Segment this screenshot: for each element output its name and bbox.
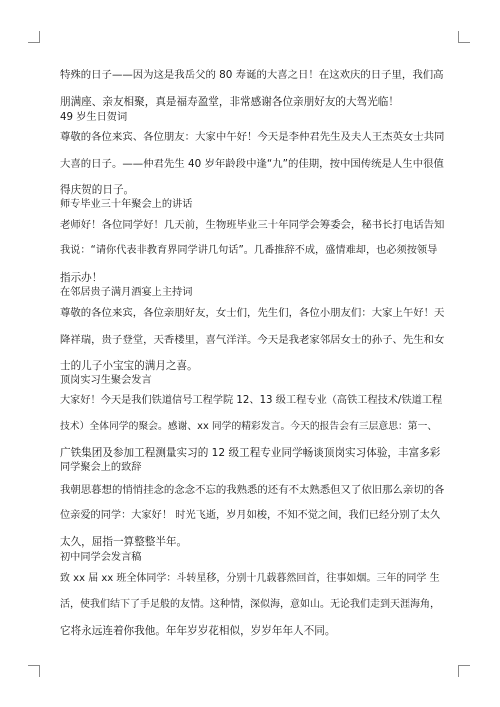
section-heading: 在邻居贵子满月酒宴上主持词 xyxy=(60,287,193,298)
paragraph-line: 指示办！ xyxy=(60,272,103,284)
section-heading: 师专毕业三十年聚会上的讲话 xyxy=(60,199,193,210)
section-heading: 初中同学会发言稿 xyxy=(60,552,142,563)
paragraph-line: 它将永远连着你我他。年年岁岁花相似，岁岁年年人不同。 xyxy=(60,625,336,637)
paragraph-line: 大喜的日子。——仲君先生 40 岁年龄段中逢“九”的佳期，按中国传统是人生中很值 xyxy=(60,158,444,170)
crop-mark-bottom-left xyxy=(28,665,40,677)
paragraph-line: 太久，屈指一算整整半年。 xyxy=(60,536,188,548)
section-heading: 49 岁生日贺词 xyxy=(60,112,128,123)
paragraph-line: 特殊的日子——因为这是我岳父的 80 寿诞的大喜之日！在这欢庆的日子里，我们高 xyxy=(60,69,444,81)
paragraph-line: 尊敬的各位来宾、各位朋友：大家中午好！今天是李仲君先生及夫人王杰英女士共同 xyxy=(60,131,444,143)
paragraph-line: 广铁集团及参加工程测量实习的 12 级工程专业同学畅谈顶岗实习体验，丰富多彩 xyxy=(60,447,441,459)
crop-mark-bottom-right xyxy=(458,665,470,677)
crop-mark-top-right xyxy=(458,31,470,43)
paragraph-line: 朋满座、亲友相聚，真是福寿盈堂，非常感谢各位亲朋好友的大驾光临！ xyxy=(60,96,399,108)
paragraph-line: 位亲爱的同学：大家好！ 时光飞逝，岁月如梭，不知不觉之间，我们已经分别了太久 xyxy=(60,510,441,521)
paragraph-line: 致 xx 届 xx 班全体同学：斗转星移，分别十几载暮然回首，往事如烟。三年的同学 生 xyxy=(60,573,440,584)
section-heading: 顶岗实习生聚会发言 xyxy=(60,375,152,386)
paragraph-line: 大家好！今天是我们铁道信号工程学院 12、13 级工程专业（高铁工程技术/铁道工程 xyxy=(60,395,443,406)
paragraph-line: 尊敬的各位来宾，各位亲朋好友，女士们，先生们，各位小朋友们：大家上午好！天 xyxy=(60,307,444,319)
paragraph-line: 我说：“请你代表非教育界同学讲几句话”。几番推辞不成，盛情难却，也必须按领导 xyxy=(60,245,438,256)
paragraph-line: 得庆贺的日子。 xyxy=(60,184,135,196)
paragraph-line: 士的儿子小宝宝的满月之喜。 xyxy=(60,360,198,372)
crop-mark-top-left xyxy=(28,31,40,43)
paragraph-line: 活，使我们结下了手足般的友情。这种情，深似海，意如山。无论我们走到天涯海角， xyxy=(60,599,440,610)
paragraph-line: 降祥瑞，贵子登堂，天香楼里，喜气洋洋。今天是我老家邻居女士的孙子、先生和女 xyxy=(60,334,444,346)
paragraph-line: 技术）全体同学的聚会。感谢、xx 同学的精彩发言。今天的报告会有三层意思：第一、 xyxy=(60,421,438,432)
paragraph-line: 老师好！各位同学好！几天前，生物班毕业三十年同学会筹委会，秘书长打电话告知 xyxy=(60,219,444,231)
paragraph-line: 我朝思暮想的悄悄挂念的念念不忘的我熟悉的还有不太熟悉但又了依旧那么亲切的各 xyxy=(60,484,444,496)
section-heading: 同学聚会上的致辞 xyxy=(60,462,142,473)
